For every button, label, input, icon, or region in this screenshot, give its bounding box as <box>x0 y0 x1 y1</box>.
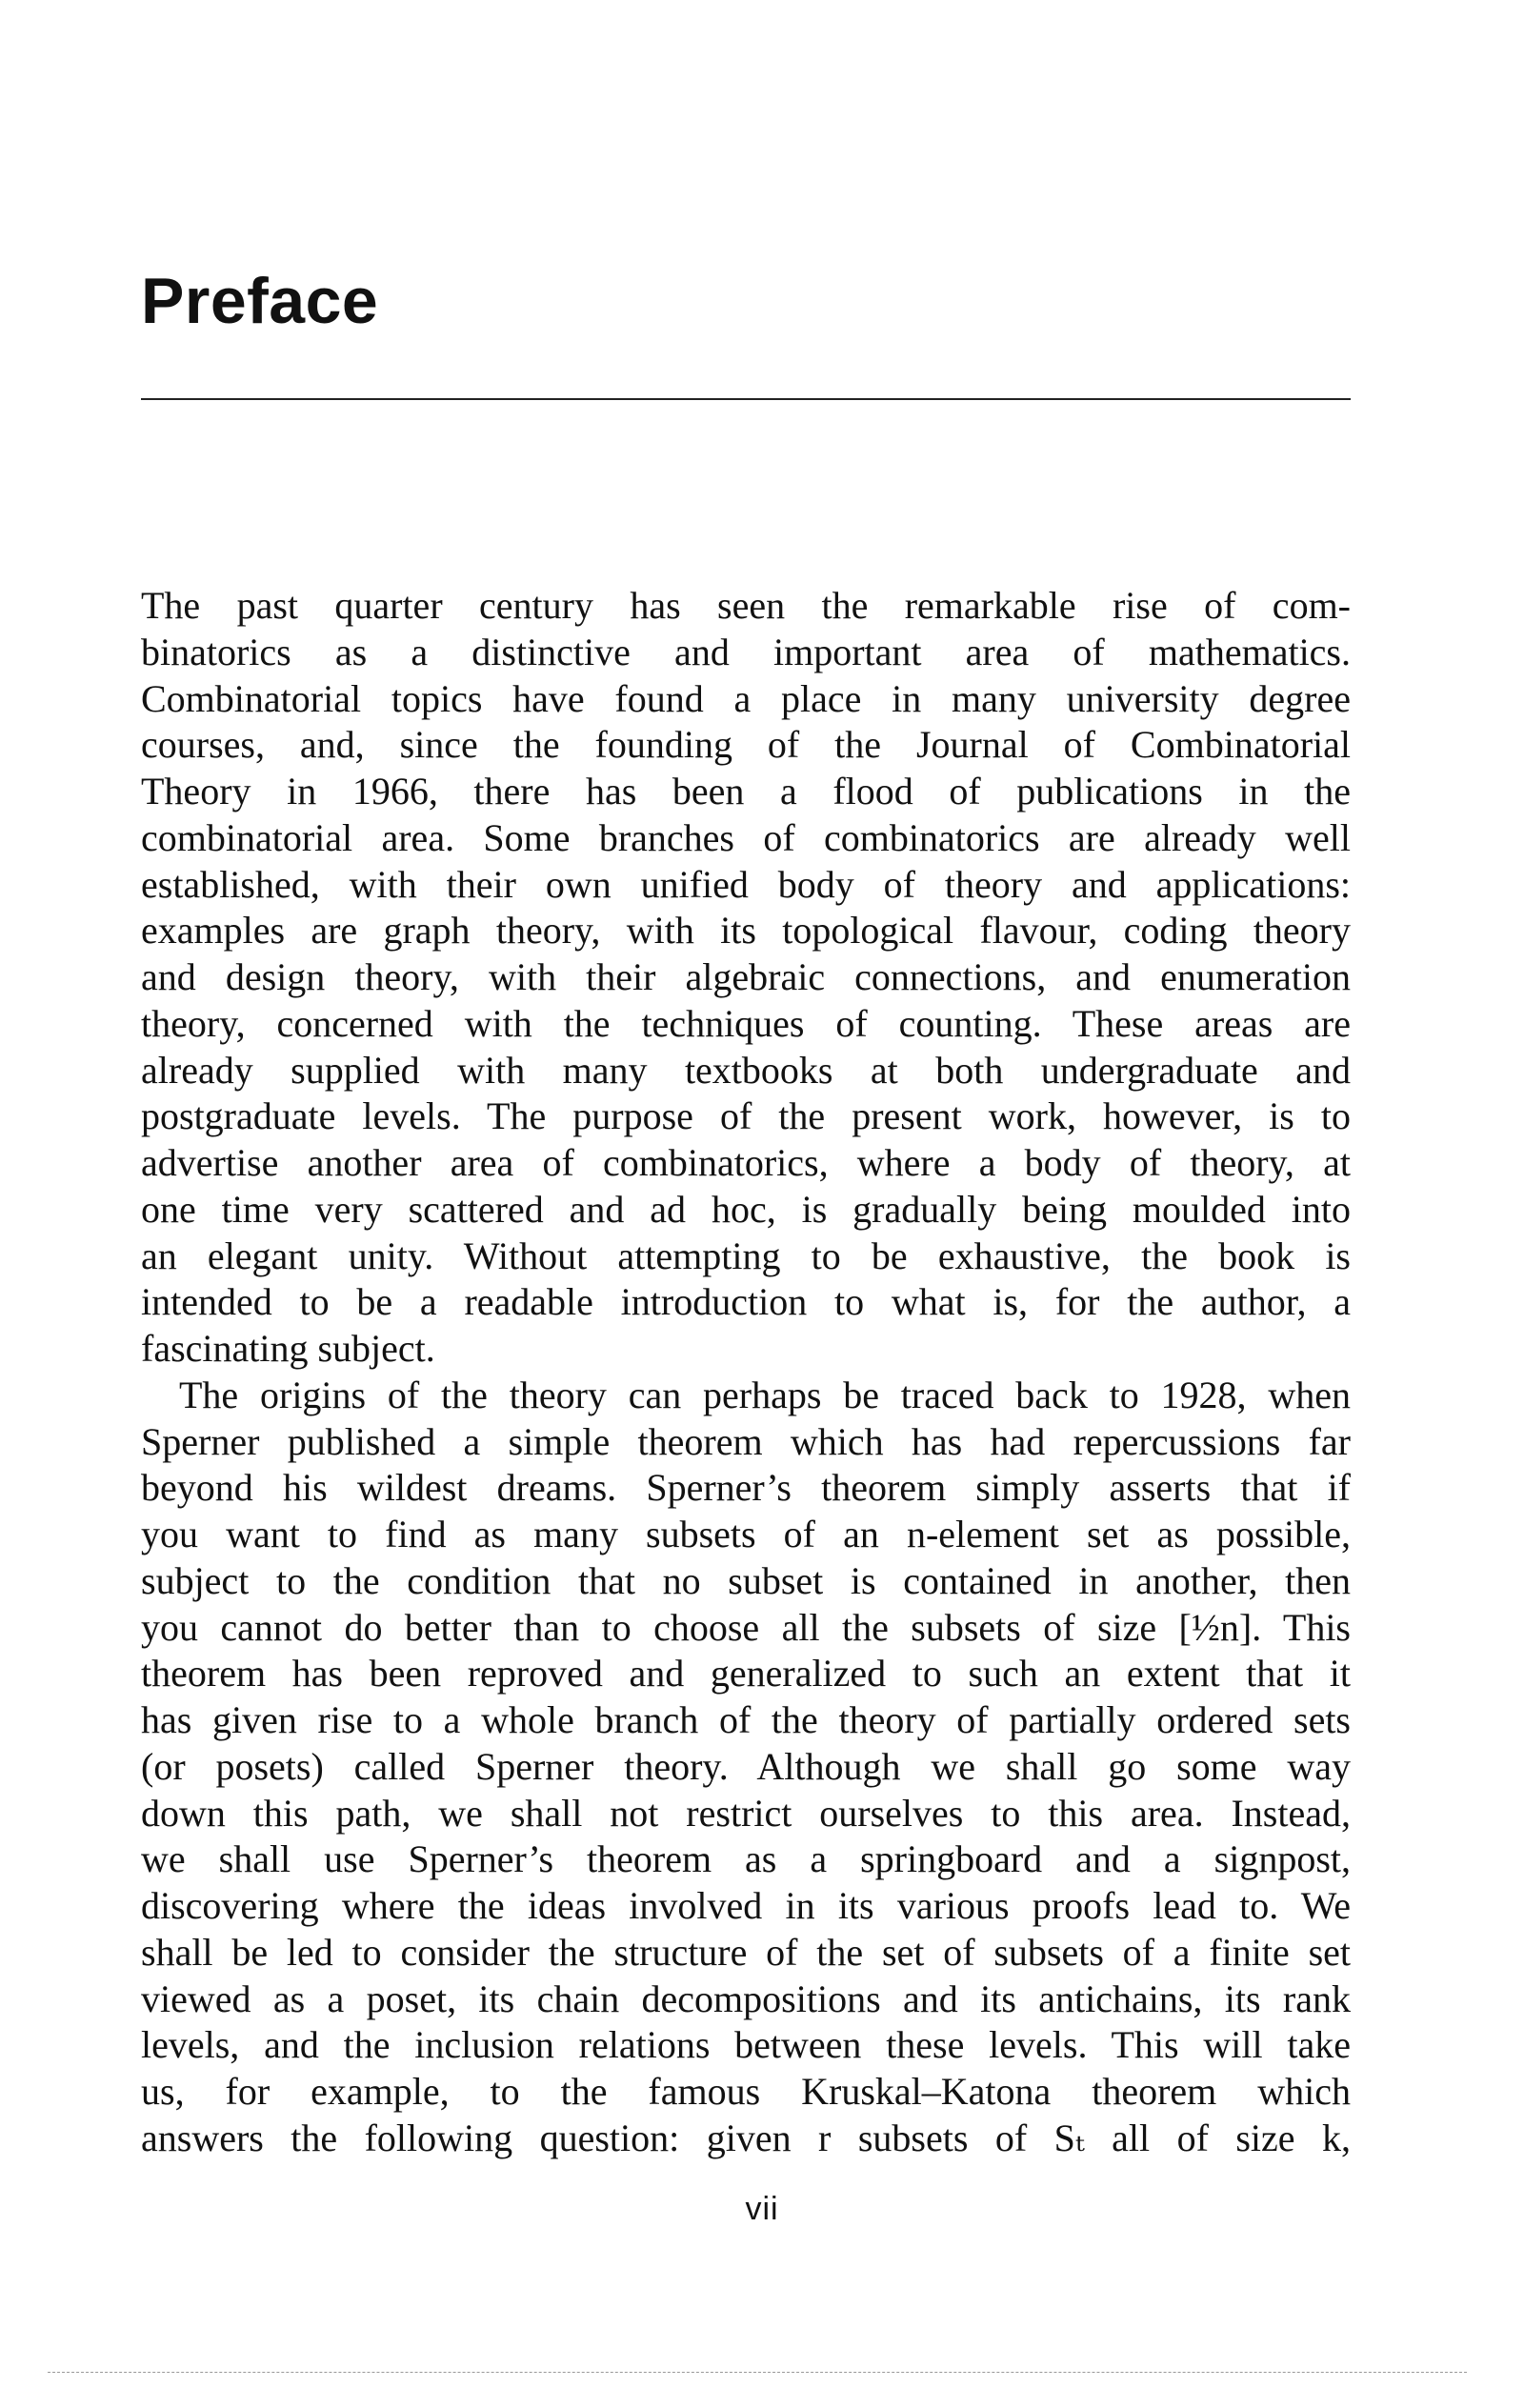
text-line: subject to the condition that no subset is contained in another, then <box>141 1558 1351 1602</box>
text-line: advertise another area of combinatorics, where a body of theory, at <box>141 1141 1351 1184</box>
scan-edge-line <box>48 2372 1467 2373</box>
page-number: vii <box>745 2191 779 2227</box>
text-line: Theory in 1966, there has been a flood of publications in the <box>141 770 1351 813</box>
text-line: answers the following question: given r subsets of Sₜ all of size k, <box>141 2116 1351 2159</box>
paragraph-2 <box>141 1373 1351 2162</box>
text-line: courses, and, since the founding of the Journal of Combinatorial <box>141 723 1351 767</box>
text-line: Combinatorial topics have found a place in many university degree <box>141 676 1351 720</box>
text-line: down this path, we shall not restrict ourselves to this area. Instead, <box>141 1791 1351 1835</box>
text-line: shall be led to consider the structure of the set of subsets of a finite set <box>141 1930 1351 1974</box>
text-line: established, with their own unified body of theory and applications: <box>141 862 1351 906</box>
text-line: theorem has been reproved and generalized to such an extent that it <box>141 1652 1351 1696</box>
text-line: binatorics as a distinctive and important area of mathematics. <box>141 630 1351 673</box>
text-line: has given rise to a whole branch of the theory of partially ordered sets <box>141 1698 1351 1741</box>
text-line: fascinating subject. <box>141 1327 435 1370</box>
text-line: The past quarter century has seen the remarkable rise of com- <box>141 584 1351 627</box>
text-line: an elegant unity. Without attempting to be exhaustive, the book is <box>141 1234 1351 1277</box>
text-line: theory, concerned with the techniques of counting. These areas are <box>141 1001 1351 1045</box>
text-line: levels, and the inclusion relations between these levels. This will take <box>141 2023 1351 2067</box>
text-line: we shall use Sperner’s theorem as a springboard and a signpost, <box>141 1837 1351 1881</box>
text-line: beyond his wildest dreams. Sperner’s theorem simply asserts that if <box>141 1466 1351 1510</box>
body-text <box>141 583 1351 2162</box>
text-line: discovering where the ideas involved in its various proofs lead to. We <box>141 1884 1351 1927</box>
text-line: already supplied with many textbooks at both undergraduate and <box>141 1048 1351 1092</box>
text-line: us, for example, to the famous Kruskal–Katona theorem which <box>141 2070 1351 2113</box>
text-line: combinatorial area. Some branches of combinatorics are already well <box>141 815 1351 859</box>
text-line: intended to be a readable introduction to what is, for the author, a <box>141 1280 1351 1324</box>
text-line: postgraduate levels. The purpose of the present work, however, is to <box>141 1094 1351 1138</box>
text-line: examples are graph theory, with its topological flavour, coding theory <box>141 909 1351 953</box>
page-title: Preface <box>141 265 379 337</box>
text-line: one time very scattered and ad hoc, is gradually being moulded into <box>141 1187 1351 1231</box>
text-line: viewed as a poset, its chain decompositions and its antichains, its rank <box>141 1977 1351 2020</box>
title-rule <box>141 398 1351 400</box>
text-line: and design theory, with their algebraic connections, and enumeration <box>141 955 1351 998</box>
text-line: (or posets) called Sperner theory. Although we shall go some way <box>141 1744 1351 1788</box>
text-line: you cannot do better than to choose all the subsets of size [½n]. This <box>141 1605 1351 1649</box>
text-line: The origins of the theory can perhaps be traced back to 1928, when <box>179 1373 1351 1416</box>
paragraph-1 <box>141 583 1351 1373</box>
text-line: Sperner published a simple theorem which has had repercussions far <box>141 1419 1351 1463</box>
text-line: you want to find as many subsets of an n-element set as possible, <box>141 1513 1351 1555</box>
